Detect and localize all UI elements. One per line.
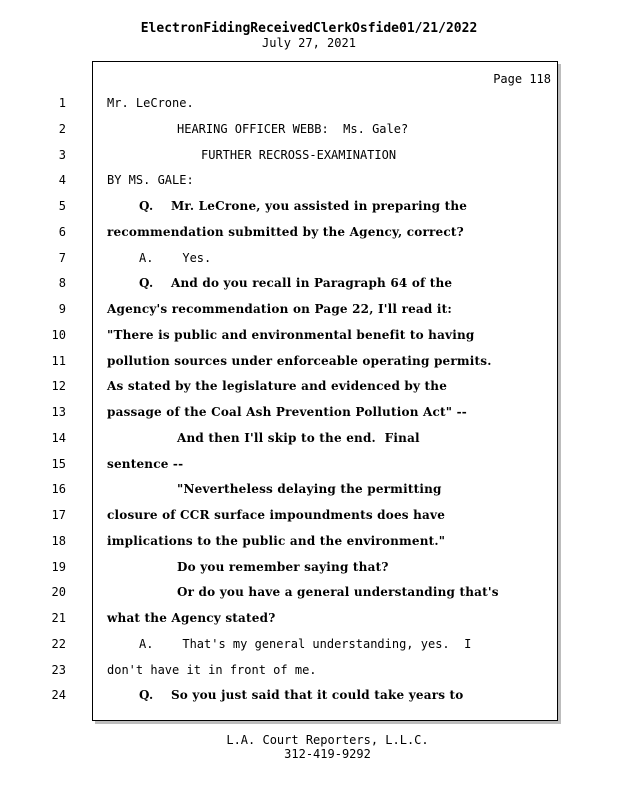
line-text: "There is public and environmental benefit to having xyxy=(107,327,475,342)
transcript-line xyxy=(0,405,600,425)
line-number: 10 xyxy=(51,327,66,342)
transcript-line xyxy=(0,611,600,631)
line-text: A. That's my general understanding, yes. I xyxy=(139,636,472,651)
line-number: 5 xyxy=(58,199,66,213)
transcript-line xyxy=(0,457,600,477)
transcript-line xyxy=(0,508,600,528)
line-number: 24 xyxy=(51,688,66,703)
line-text: Q. Mr. LeCrone, you assisted in preparing the xyxy=(139,199,468,213)
line-text: Q. So you just said that it could take years to xyxy=(139,688,464,703)
line-text: And then I'll skip to the end. Final xyxy=(177,430,420,445)
transcript-line xyxy=(0,560,600,580)
transcript-line xyxy=(0,534,600,554)
line-text: passage of the Coal Ash Prevention Pollution Act" -- xyxy=(107,405,467,419)
line-text: pollution sources under enforceable operating permits. xyxy=(107,353,492,368)
reporter-phone: 312-419-9292 xyxy=(284,747,371,761)
line-text: A. Yes. xyxy=(139,250,212,265)
transcript-line xyxy=(0,302,600,322)
line-text: HEARING OFFICER WEBB: Ms. Gale? xyxy=(177,121,409,136)
line-text: FURTHER RECROSS-EXAMINATION xyxy=(201,147,397,162)
line-number: 23 xyxy=(51,662,66,677)
line-number: 14 xyxy=(51,430,66,445)
transcript-line xyxy=(0,225,600,245)
line-text: "Nevertheless delaying the permitting xyxy=(177,482,442,497)
line-text: Mr. LeCrone. xyxy=(107,96,194,110)
line-text: don't have it in front of me. xyxy=(107,662,317,677)
transcript-line xyxy=(0,276,600,296)
line-number: 7 xyxy=(58,250,66,265)
transcript-line xyxy=(0,148,600,168)
transcript-line xyxy=(0,688,600,708)
line-text: Q. And do you recall in Paragraph 64 of the xyxy=(139,276,453,291)
line-number: 22 xyxy=(51,636,66,651)
line-number: 17 xyxy=(51,508,66,522)
line-text: implications to the public and the environment." xyxy=(107,533,446,548)
line-number: 6 xyxy=(58,224,66,239)
electronic-filing-stamp: ElectronFidingReceivedClerkOsfide01/21/2022 xyxy=(140,21,478,36)
line-number: 15 xyxy=(51,456,66,471)
line-text: Do you remember saying that? xyxy=(177,559,389,574)
transcript-line xyxy=(0,585,600,605)
line-number: 12 xyxy=(51,379,66,394)
line-number: 4 xyxy=(58,173,66,188)
line-number: 11 xyxy=(51,353,66,368)
line-number: 21 xyxy=(51,611,66,625)
line-number: 16 xyxy=(51,482,66,497)
line-text: Or do you have a general understanding that's xyxy=(177,585,499,600)
line-number: 1 xyxy=(58,96,66,110)
line-number: 20 xyxy=(51,585,66,600)
transcript-date: July 27, 2021 xyxy=(262,36,356,50)
line-text: recommendation submitted by the Agency, correct? xyxy=(107,224,464,239)
line-text: Agency's recommendation on Page 22, I'll read it: xyxy=(107,302,452,316)
transcript-line xyxy=(0,96,600,116)
reporter-name: L.A. Court Reporters, L.L.C. xyxy=(226,733,429,747)
transcript-line xyxy=(0,251,600,271)
line-text: closure of CCR surface impoundments does have xyxy=(107,508,446,522)
line-number: 3 xyxy=(58,147,66,162)
transcript-line xyxy=(0,122,600,142)
transcript-line xyxy=(0,328,600,348)
transcript-line xyxy=(0,199,600,219)
line-number: 8 xyxy=(58,276,66,291)
line-text: sentence -- xyxy=(107,456,184,471)
line-text: BY MS. GALE: xyxy=(107,173,194,188)
transcript-line xyxy=(0,431,600,451)
transcript-line xyxy=(0,379,600,399)
line-number: 18 xyxy=(51,533,66,548)
transcript-line xyxy=(0,482,600,502)
line-number: 19 xyxy=(51,559,66,574)
line-text: what the Agency stated? xyxy=(107,611,276,625)
line-text: As stated by the legislature and evidenced by the xyxy=(107,379,448,394)
line-number: 2 xyxy=(58,121,66,136)
line-number: 9 xyxy=(58,302,66,316)
transcript-line xyxy=(0,637,600,657)
transcript-line xyxy=(0,663,600,683)
page-number: Page 118 xyxy=(493,72,551,86)
transcript-line xyxy=(0,173,600,193)
transcript-line xyxy=(0,354,600,374)
line-number: 13 xyxy=(51,405,66,419)
